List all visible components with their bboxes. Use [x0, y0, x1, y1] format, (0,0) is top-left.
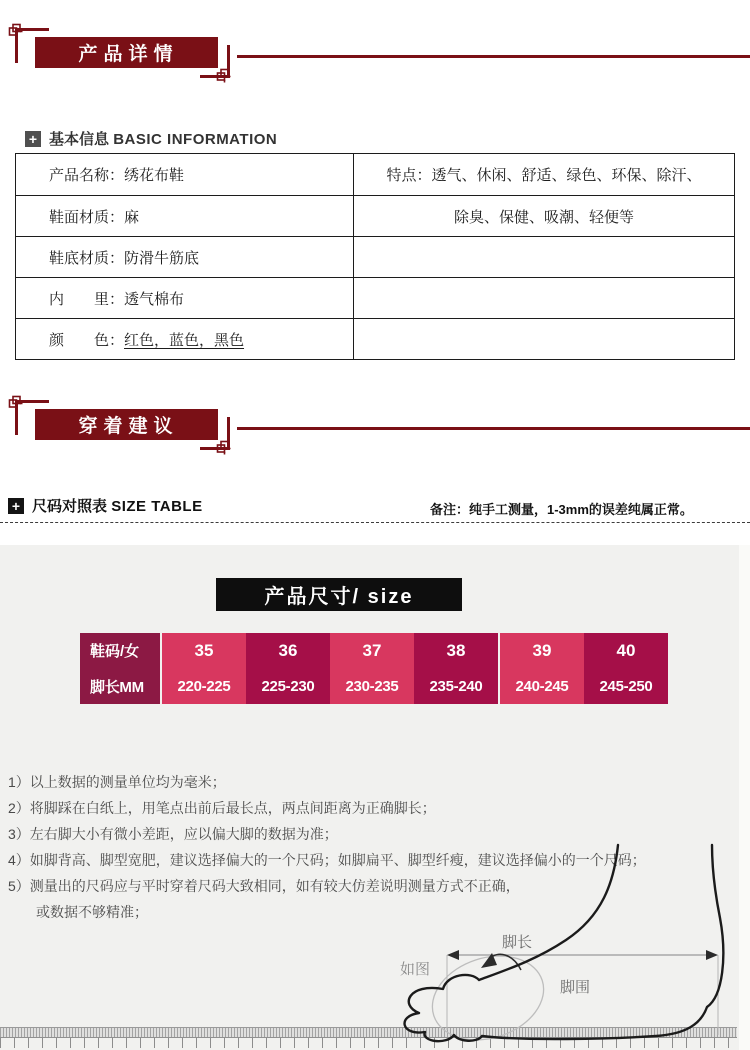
color-options: 红色，蓝色，黑色: [124, 331, 245, 349]
chinese-knot-icon: [8, 23, 24, 39]
chinese-knot-icon: [8, 395, 24, 411]
product-size-banner: 产品尺寸/ size: [216, 578, 462, 611]
foot-outline: [405, 845, 724, 1041]
dashed-divider: [0, 522, 750, 523]
size-column-35: 35 220-225: [162, 633, 246, 704]
basic-info-heading: [25, 128, 277, 149]
size-table-title-en: SIZE TABLE: [111, 498, 203, 515]
size-table-heading: [8, 495, 203, 516]
note-item: 5）测量出的尺码应与平时穿着尺码大致相同，如有较大仿差说明测量方式不正确，: [8, 878, 520, 894]
row-header-length: 脚长MM: [80, 669, 160, 705]
size-table-title-zh: 尺码对照表: [32, 498, 108, 515]
chinese-knot-icon: [216, 68, 232, 84]
size-table-header-column: [80, 633, 160, 704]
measurement-remark: 备注：纯手工测量，1-3mm的误差纯属正常。: [430, 502, 693, 517]
note-item: 4）如脚背高、脚型宽肥，建议选择偏大的一个尺码；如脚扁平、脚型纤瘦，建议选择偏小的一个尺码；: [8, 852, 646, 868]
table-row: 内 里： 透气棉布: [16, 277, 353, 318]
empty-cell: [353, 277, 734, 318]
product-detail-banner: [35, 37, 218, 68]
basic-info-title-en: BASIC INFORMATION: [113, 131, 278, 148]
as-shown-label: 如图: [400, 961, 431, 978]
note-item: 1）以上数据的测量单位均为毫米；: [8, 774, 226, 790]
plus-icon: +: [8, 498, 24, 514]
size-column-36: 36 225-230: [246, 633, 330, 704]
size-column-39: 39 240-245: [500, 633, 584, 704]
table-row: 颜 色： 红色，蓝色，黑色: [16, 318, 353, 359]
table-row: 鞋底材质： 防滑牛筋底: [16, 236, 353, 277]
accent-rule: [237, 427, 750, 430]
banner-title: 产品详情: [78, 44, 179, 65]
note-item: 2）将脚踩在白纸上，用笔点出前后最长点，两点间距离为正确脚长；: [8, 800, 436, 816]
size-column-38: 38 235-240: [414, 633, 498, 704]
size-column-40: 40 245-250: [584, 633, 668, 704]
empty-cell: [353, 318, 734, 359]
arrow-right-icon: [706, 950, 718, 960]
accent-rule: [237, 55, 750, 58]
arrow-left-icon: [447, 950, 459, 960]
table-row: 产品名称： 绣花布鞋: [49, 167, 185, 184]
wear-advice-banner: [35, 409, 218, 440]
foot-girth-label: 脚围: [560, 979, 591, 996]
basic-info-table: [15, 153, 735, 360]
table-row: 鞋面材质： 麻: [16, 195, 353, 236]
size-column-37: 37 230-235: [330, 633, 414, 704]
foot-length-label: 脚长: [501, 934, 533, 951]
foot-measurement-diagram: [0, 838, 750, 1050]
features-cell-line1: 特点：透气、休闲、舒适、绿色、环保、除汗、: [353, 154, 734, 195]
size-chart-table: [80, 633, 668, 704]
features-cell-line2: 除臭、保健、吸潮、轻便等: [353, 195, 734, 236]
row-header-size: 鞋码/女: [80, 633, 160, 669]
banner-title: 穿着建议: [78, 416, 179, 437]
plus-icon: +: [25, 131, 41, 147]
basic-info-title-zh: 基本信息: [49, 131, 110, 148]
chinese-knot-icon: [216, 440, 232, 456]
empty-cell: [353, 236, 734, 277]
note-item-continuation: 或数据不够精准；: [36, 904, 148, 920]
note-item: 3）左右脚大小有微小差距，应以偏大脚的数据为准；: [8, 826, 338, 842]
